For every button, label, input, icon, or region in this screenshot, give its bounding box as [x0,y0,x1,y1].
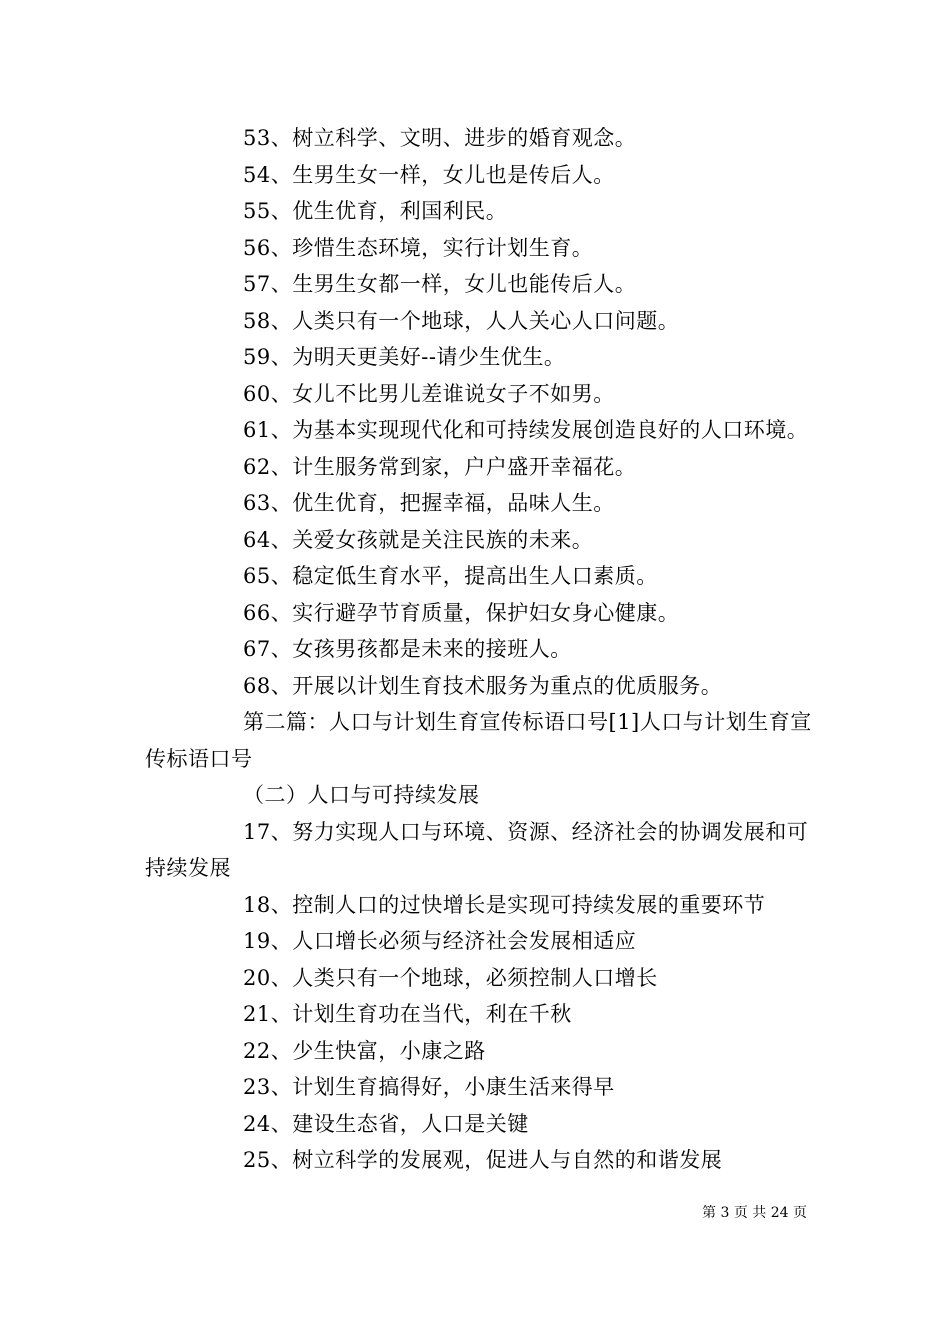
list-item: 19、人口增长必须与经济社会发展相适应 [243,929,637,953]
list-item: 63、优生优育，把握幸福，品味人生。 [243,491,615,515]
list-item: 62、计生服务常到家，户户盛开幸福花。 [243,454,637,479]
list-item: 65、稳定低生育水平，提高出生人口素质。 [243,564,658,588]
list-item: 58、人类只有一个地球，人人关心人口问题。 [243,308,680,333]
list-item: 54、生男生女一样，女儿也是传后人。 [243,162,615,187]
list-item: 57、生男生女都一样，女儿也能传后人。 [243,272,637,296]
list-item: 68、开展以计划生育技术服务为重点的优质服务。 [243,673,723,698]
list-item: 60、女儿不比男儿差谁说女子不如男。 [243,381,615,406]
list-item: 64、关爱女孩就是关注民族的未来。 [243,527,594,552]
list-item: 18、控制人口的过快增长是实现可持续发展的重要环节 [243,892,766,917]
page-content [145,120,825,1179]
list-item: 59、为明天更美好--请少生优生。 [243,345,566,369]
list-item: 22、少生快富，小康之路 [243,1038,486,1063]
list-item: 61、为基本实现现代化和可持续发展创造良好的人口环境。 [243,418,809,442]
list-item: 55、优生优育，利国利民。 [243,199,508,223]
list-item: 23、计划生育搞得好，小康生活来得早 [243,1075,615,1099]
list-item: 24、建设生态省，人口是关键 [243,1111,529,1136]
list-item: 20、人类只有一个地球，必须控制人口增长 [243,965,658,990]
section-title: 第二篇：人口与计划生育宣传标语口号[1]人口与计划生育宣传标语口号 [145,710,812,771]
page-number: 第 3 页 共 24 页 [702,1205,807,1221]
list-item: 17、努力实现人口与环境、资源、经济社会的协调发展和可持续发展 [145,819,809,880]
subsection-title: （二）人口与可持续发展 [243,783,480,807]
list-item: 56、珍惜生态环境，实行计划生育。 [243,235,594,260]
list-item: 66、实行避孕节育质量，保护妇女身心健康。 [243,600,680,625]
list-item: 67、女孩男孩都是未来的接班人。 [243,637,572,661]
list-item: 21、计划生育功在当代，利在千秋 [243,1002,572,1026]
list-item: 25、树立科学的发展观，促进人与自然的和谐发展 [243,1148,723,1172]
list-item: 53、树立科学、文明、进步的婚育观念。 [243,126,637,150]
